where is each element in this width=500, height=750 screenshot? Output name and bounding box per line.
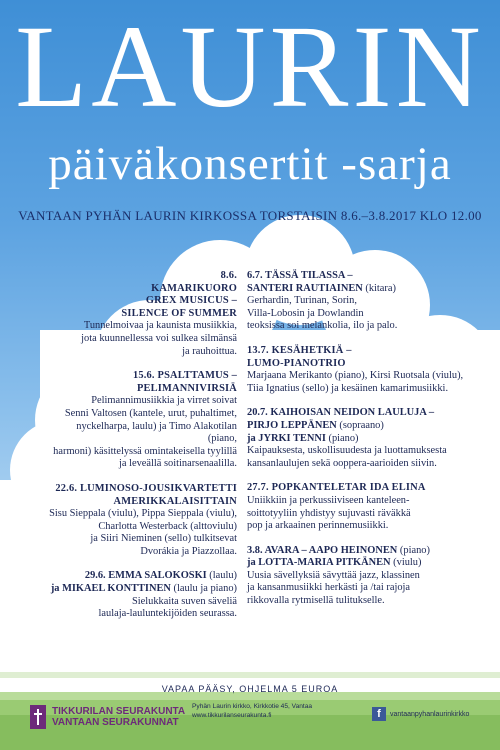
event-description: Pelimannimusiikkia ja virret soivat xyxy=(91,395,237,407)
poster-tagline: VANTAAN PYHÄN LAURIN KIRKOSSA TORSTAISIN 8.6.–3.8.2017 KLO 12.00 xyxy=(18,208,482,223)
performer-name: 29.6. EMMA SALOKOSKI xyxy=(84,570,207,582)
performer-instrument: (piano) xyxy=(397,544,430,556)
organization-logo xyxy=(30,705,185,729)
event-heading: 22.6. LUMINOSO-JOUSIKVARTETTI xyxy=(55,482,237,494)
event-description: ja kansanmusiikki herkästi ja /tai rajoja xyxy=(247,582,411,594)
website-link[interactable]: www.tikkurilanseurakunta.fi xyxy=(192,712,272,719)
event-description: rikkovalla rytmisellä tulitukselle. xyxy=(247,595,385,607)
event-8-6 xyxy=(48,270,237,358)
events-left-column xyxy=(48,270,237,633)
performer-name: PIRJO LEPPÄNEN xyxy=(247,419,337,431)
event-3-8 xyxy=(247,545,487,608)
performer-instrument: (laulu ja piano) xyxy=(170,583,237,595)
event-heading-line xyxy=(48,570,237,583)
event-description: Sielukkaita suven säveliä xyxy=(131,595,237,607)
event-description: kansanlaulujen sekä ooppera-aarioiden siivin. xyxy=(247,457,437,469)
event-20-7 xyxy=(247,407,487,470)
performer-instrument: (sopraano) xyxy=(336,419,384,431)
event-description: laulaja-lauluntekijöiden seurassa. xyxy=(98,608,237,620)
event-description: Charlotta Westerback (alttoviulu) xyxy=(98,520,237,532)
event-description: ja Siiri Nieminen (sello) tulkitsevat xyxy=(90,533,237,545)
event-heading-line xyxy=(247,407,487,420)
event-description: Tunnelmoivaa ja kaunista musiikkia, xyxy=(83,320,237,332)
event-heading: LUMO-PIANOTRIO xyxy=(247,357,346,369)
event-heading-line xyxy=(247,270,487,283)
facebook-icon: f xyxy=(372,707,386,721)
event-heading: AMERIKKALAISITTAIN xyxy=(113,495,237,507)
event-description: Kaipauksesta, uskollisuudesta ja luottamuksesta xyxy=(247,445,447,457)
event-heading: PELIMANNIVIRSIÄ xyxy=(137,382,237,394)
event-description: Uniikkiin ja perkussiiviseen kanteleen- xyxy=(247,494,410,506)
events-right-column xyxy=(247,270,487,620)
event-description: nyckelharpa, laulu) ja Timo Alakotilan (piano, xyxy=(76,420,237,445)
performer-name: ja MIKAEL KONTTINEN xyxy=(50,583,171,595)
event-15-6 xyxy=(48,370,237,471)
event-heading-line xyxy=(247,283,487,296)
event-description: Gerhardin, Turinan, Sorin, xyxy=(247,295,357,307)
event-heading: 8.6. xyxy=(220,270,237,281)
event-description: jota kuunnellessa voi sulkea silmänsä xyxy=(81,332,237,344)
event-description: harmoni) käsittelyssä omintakeisella tyylillä xyxy=(53,445,237,457)
event-description: Tiia Ignatius (sello) ja kesäinen kamarimusiikki. xyxy=(247,382,449,394)
event-heading-line xyxy=(247,557,487,570)
event-heading: 27.7. POPKANTELETAR IDA ELINA xyxy=(247,482,426,494)
event-6-7 xyxy=(247,270,487,333)
event-title: 20.7. KAIHOISAN NEIDON LAULUJA – xyxy=(247,407,435,419)
event-description: teoksissa soi melankolia, ilo ja palo. xyxy=(247,320,398,332)
performer-instrument: (laulu) xyxy=(206,570,237,582)
event-heading-line xyxy=(247,420,487,433)
event-description: ja rauhoittua. xyxy=(182,345,237,357)
event-heading-line xyxy=(48,583,237,596)
event-22-6 xyxy=(48,483,237,559)
event-description: pop ja arkaainen perinnemusiikki. xyxy=(247,520,389,532)
address-line: Pyhän Laurin kirkko, Kirkkotie 45, Vantaa xyxy=(192,703,313,710)
org-name-line2: VANTAAN SEURAKUNNAT xyxy=(52,717,179,728)
facebook-link[interactable] xyxy=(372,707,469,721)
poster-title: LAURIN xyxy=(15,1,485,132)
cross-logo-icon xyxy=(30,705,46,729)
event-heading-line xyxy=(247,433,487,446)
event-heading: 13.7. KESÄHETKIÄ – xyxy=(247,344,352,356)
event-description: ja leveällä soitinarsenaalilla. xyxy=(119,458,237,470)
performer-instrument: (piano) xyxy=(325,432,359,444)
performer-instrument: (viulu) xyxy=(390,557,422,569)
free-entry-notice: VAPAA PÄÄSY, OHJELMA 5 EUROA xyxy=(161,684,339,694)
event-description: Villa-Lobosin ja Dowlandin xyxy=(247,307,364,319)
event-description: Uusia sävellyksiä sävyttää jazz, klassinen xyxy=(247,569,420,581)
performer-instrument: (kitara) xyxy=(362,282,396,294)
event-heading: 15.6. PSALTTAMUS – xyxy=(132,370,237,382)
event-description: soittotyyliin yhdistyy sujuvasti räväkkä xyxy=(247,507,411,519)
venue-address xyxy=(192,702,322,720)
event-29-6 xyxy=(48,570,237,620)
performer-name: ja JYRKI TENNI xyxy=(247,432,326,444)
event-description: Dvorákia ja Piazzollaa. xyxy=(140,545,237,557)
event-title: 6.7. TÄSSÄ TILASSA – xyxy=(247,270,353,281)
event-heading: KAMARIKUORO xyxy=(151,282,237,294)
event-description: Sisu Sieppala (viulu), Pippa Sieppala (viulu), xyxy=(49,508,237,520)
event-27-7 xyxy=(247,482,487,532)
performer-name: SANTERI RAUTIAINEN xyxy=(247,282,363,294)
event-description: Senni Valtosen (kantele, urut, puhaltimet, xyxy=(64,407,237,419)
event-heading-line xyxy=(247,545,487,558)
event-heading: SILENCE OF SUMMER xyxy=(121,307,237,319)
performer-name: ja LOTTA-MARIA PITKÄNEN xyxy=(247,557,391,569)
performer-name: 3.8. AVARA – AAPO HEINONEN xyxy=(247,544,398,556)
event-description: Marjaana Merikanto (piano), Kirsi Ruotsala (viulu), xyxy=(247,370,464,382)
event-heading: GREX MUSICUS – xyxy=(145,295,237,307)
org-name-line1: TIKKURILAN SEURAKUNTA xyxy=(52,706,186,717)
facebook-handle: vantaanpyhanlaurinkirkko xyxy=(390,710,470,718)
poster-subtitle: päiväkonsertit -sarja xyxy=(48,138,452,190)
event-13-7 xyxy=(247,345,487,395)
